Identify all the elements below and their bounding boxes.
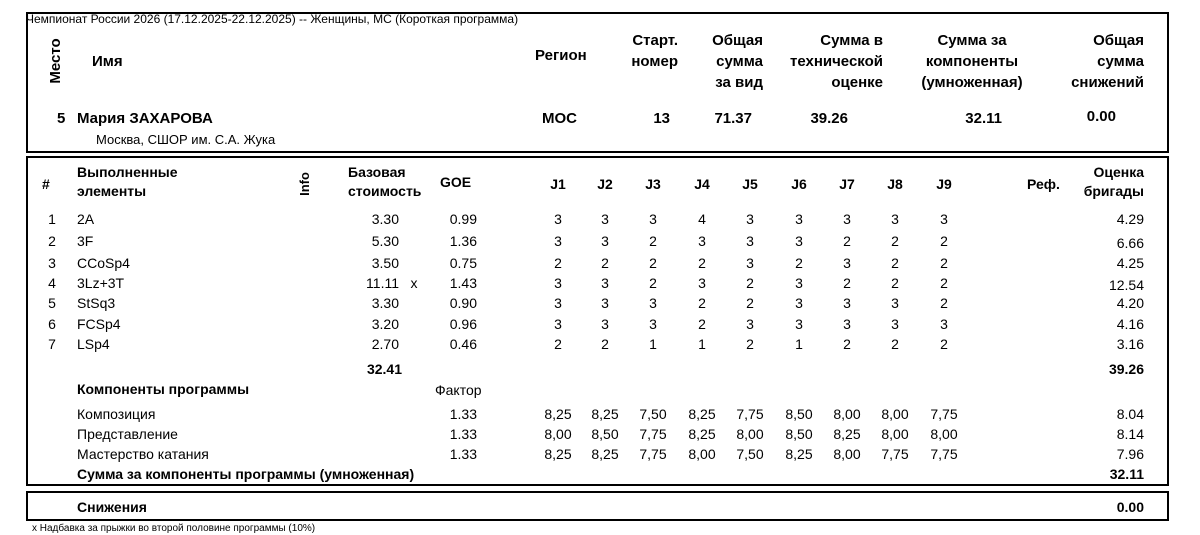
element-judge-score: 3 [649,316,657,332]
element-judge-score: 3 [843,295,851,311]
element-judge-score: 3 [746,255,754,271]
element-base-value: 3.30 [371,211,399,227]
element-judge-score: 2 [746,275,754,291]
tech-score-total: 39.26 [1108,361,1144,377]
event-title: Чемпионат России 2026 (17.12.2025-22.12.2025) -- Женщины, МС (Короткая программа) [26,12,519,26]
deductions-box [26,491,1169,521]
skater-start-number: 13 [653,110,670,127]
element-judge-score: 2 [891,275,899,291]
element-judge-score: 2 [601,336,609,352]
base-value-total: 32.41 [366,361,402,377]
element-number: 7 [48,336,56,352]
element-judge-score: 3 [891,211,899,227]
element-judge-score: 1 [795,336,803,352]
component-judge-score: 7,75 [881,446,909,462]
component-name: Мастерство катания [77,446,209,462]
element-number: 4 [48,275,56,291]
element-judge-score: 2 [940,233,948,249]
skater-tech-score: 39.26 [810,110,848,127]
referee-header: Реф. [1027,176,1060,192]
element-judge-score: 2 [891,233,899,249]
element-judge-score: 3 [843,255,851,271]
element-judge-score: 3 [601,233,609,249]
component-judge-score: 7,75 [930,446,958,462]
ded-header: Общая сумма снижений [1071,32,1144,91]
factor-header: Фактор [435,382,482,398]
deductions-total: 0.00 [1116,499,1144,515]
element-judge-score: 3 [554,295,562,311]
component-judge-score: 8,25 [833,426,861,442]
element-code: 2A [77,211,95,227]
element-base-value: 3.20 [371,316,399,332]
component-judge-score: 8,25 [544,446,572,462]
component-factor: 1.33 [449,426,477,442]
component-judge-score: 8,00 [930,426,958,442]
element-judge-score: 2 [843,275,851,291]
element-judge-score: 3 [795,275,803,291]
element-judge-score: 2 [698,316,706,332]
component-factor: 1.33 [449,446,477,462]
element-base-value: 2.70 [371,336,399,352]
element-judge-score: 2 [940,336,948,352]
element-judge-score: 2 [649,233,657,249]
region-header: Регион [535,47,587,64]
element-judge-score: 3 [891,295,899,311]
element-number: 2 [48,233,56,249]
component-panel-score: 7.96 [1116,446,1144,462]
element-number: 5 [48,295,56,311]
element-judge-score: 2 [649,275,657,291]
element-code: FCSp4 [77,316,121,332]
component-name: Представление [77,426,178,442]
element-panel-score: 4.25 [1116,255,1144,271]
goe-header: GOE [440,174,472,190]
element-judge-score: 3 [601,211,609,227]
judge-header-8: J8 [887,176,903,192]
component-judge-score: 8,00 [544,426,572,442]
skater-club: Москва, СШОР им. С.А. Жука [96,132,276,147]
element-judge-score: 2 [940,295,948,311]
element-bonus-mark: x [410,275,418,291]
judge-header-7: J7 [839,176,855,192]
element-judge-score: 2 [795,255,803,271]
elements-header: Выполненные элементы [77,164,178,199]
judge-header-9: J9 [936,176,952,192]
element-judge-score: 2 [554,336,562,352]
element-judge-score: 3 [554,275,562,291]
element-panel-score: 6.66 [1116,235,1144,251]
component-judge-score: 8,50 [785,426,813,442]
element-panel-score: 4.20 [1116,295,1144,311]
component-judge-score: 7,75 [930,406,958,422]
skater-region: MOC [542,110,577,127]
element-code: 3F [77,233,94,249]
skater-rank: 5 [57,110,66,127]
footnote: x Надбавка за прыжки во второй половине программы (10%) [32,523,316,534]
skater-name: Мария ЗАХАРОВА [77,110,213,127]
element-judge-score: 3 [554,233,562,249]
element-judge-score: 2 [843,233,851,249]
judge-header-6: J6 [791,176,807,192]
element-judge-score: 4 [698,211,706,227]
skater-total-score: 71.37 [714,110,752,127]
element-judge-score: 3 [795,233,803,249]
component-factor: 1.33 [449,406,477,422]
component-judge-score: 8,25 [591,406,619,422]
components-header: Компоненты программы [77,381,250,397]
component-judge-score: 8,25 [688,406,716,422]
component-judge-score: 8,25 [544,406,572,422]
element-base-value: 3.30 [371,295,399,311]
element-goe: 0.75 [449,255,477,271]
info-header: Info [297,172,312,196]
element-judge-score: 3 [746,211,754,227]
element-judge-score: 2 [649,255,657,271]
element-judge-score: 3 [554,211,562,227]
element-judge-score: 3 [554,316,562,332]
element-base-value: 5.30 [371,233,399,249]
element-code: StSq3 [77,295,116,311]
component-judge-score: 8,50 [591,426,619,442]
element-judge-score: 3 [601,316,609,332]
element-base-value: 11.11 [366,275,399,291]
num-header: # [42,176,50,192]
rank-header: Место [47,38,64,84]
component-judge-score: 7,75 [639,446,667,462]
element-judge-score: 3 [649,295,657,311]
component-panel-score: 8.04 [1116,406,1144,422]
element-judge-score: 3 [940,211,948,227]
element-judge-score: 3 [649,211,657,227]
component-judge-score: 8,00 [833,406,861,422]
element-judge-score: 3 [601,275,609,291]
component-judge-score: 7,75 [736,406,764,422]
start-header: Старт. номер [631,32,678,70]
components-total: 32.11 [1109,466,1144,482]
judge-header-2: J2 [597,176,613,192]
element-judge-score: 2 [843,336,851,352]
element-judge-score: 3 [891,316,899,332]
component-judge-score: 8,50 [785,406,813,422]
element-panel-score: 12.54 [1108,277,1144,293]
component-judge-score: 8,25 [688,426,716,442]
element-panel-score: 3.16 [1116,336,1144,352]
element-judge-score: 2 [746,336,754,352]
element-judge-score: 3 [843,211,851,227]
component-judge-score: 8,00 [881,426,909,442]
element-code: LSp4 [77,336,110,352]
element-judge-score: 2 [940,275,948,291]
judge-header-1: J1 [550,176,566,192]
element-goe: 0.96 [449,316,477,332]
skater-comp-score: 32.11 [965,110,1002,127]
tech-header: Сумма в технической оценке [789,32,883,91]
element-judge-score: 1 [698,336,706,352]
element-goe: 0.99 [449,211,477,227]
element-judge-score: 3 [698,233,706,249]
element-number: 6 [48,316,56,332]
name-header: Имя [92,53,123,70]
element-code: 3Lz+3T [77,275,125,291]
element-judge-score: 3 [601,295,609,311]
component-judge-score: 8,25 [591,446,619,462]
element-judge-score: 3 [940,316,948,332]
element-goe: 1.43 [449,275,477,291]
element-base-value: 3.50 [371,255,399,271]
components-total-label: Сумма за компоненты программы (умноженная) [77,466,415,482]
component-judge-score: 7,50 [639,406,667,422]
element-judge-score: 3 [795,211,803,227]
element-goe: 0.90 [449,295,477,311]
element-judge-score: 2 [698,255,706,271]
component-judge-score: 8,00 [688,446,716,462]
component-panel-score: 8.14 [1116,426,1144,442]
element-judge-score: 2 [554,255,562,271]
element-judge-score: 1 [649,336,657,352]
component-judge-score: 8,00 [833,446,861,462]
element-panel-score: 4.16 [1116,316,1144,332]
comp-header: Сумма за компоненты (умноженная) [921,32,1023,91]
element-judge-score: 3 [795,295,803,311]
element-judge-score: 3 [746,316,754,332]
element-judge-score: 3 [843,316,851,332]
element-judge-score: 3 [746,233,754,249]
element-judge-score: 2 [698,295,706,311]
component-name: Композиция [77,406,156,422]
element-number: 1 [48,211,56,227]
element-goe: 1.36 [449,233,477,249]
element-judge-score: 2 [891,255,899,271]
panel-score-header: Оценка бригады [1083,164,1144,199]
element-number: 3 [48,255,56,271]
component-judge-score: 7,75 [639,426,667,442]
element-goe: 0.46 [449,336,477,352]
element-judge-score: 3 [795,316,803,332]
component-judge-score: 7,50 [736,446,764,462]
judge-header-5: J5 [742,176,758,192]
element-judge-score: 2 [746,295,754,311]
component-judge-score: 8,00 [881,406,909,422]
component-judge-score: 8,25 [785,446,813,462]
total-header: Общая сумма за вид [712,32,763,91]
skater-deductions: 0.00 [1086,108,1116,125]
element-judge-score: 2 [940,255,948,271]
judge-header-3: J3 [645,176,661,192]
deductions-label: Снижения [77,499,147,515]
element-code: CCoSp4 [77,255,130,271]
element-judge-score: 2 [601,255,609,271]
base-value-header: Базовая стоимость [348,164,422,199]
element-judge-score: 2 [891,336,899,352]
element-panel-score: 4.29 [1116,211,1144,227]
element-judge-score: 3 [698,275,706,291]
component-judge-score: 8,00 [736,426,764,442]
judge-header-4: J4 [694,176,710,192]
